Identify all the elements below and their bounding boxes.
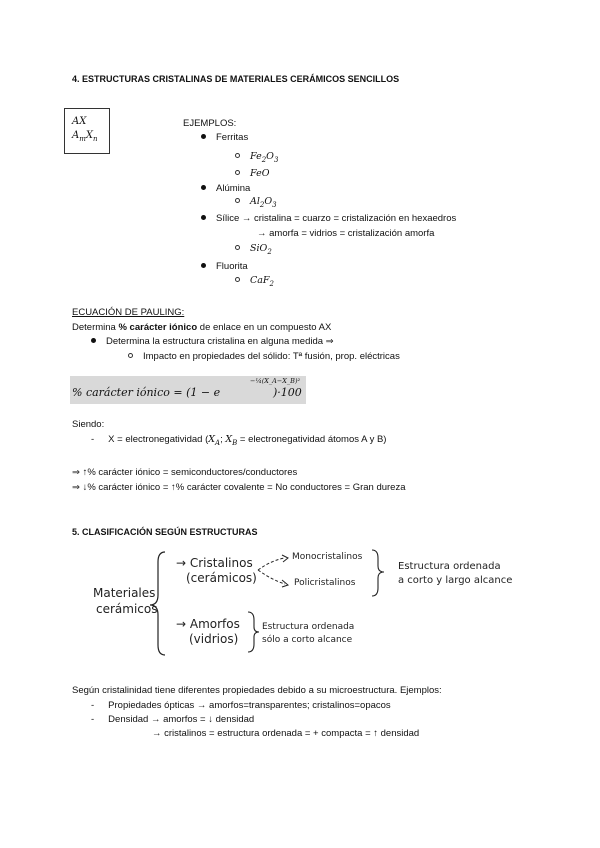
formula-ax: AX: [72, 116, 87, 127]
list-item-sio2: SiO$_2$: [235, 243, 272, 256]
ordenada-label-1: Estructura ordenada: [398, 561, 501, 572]
materiales-label-1: Materiales: [93, 586, 156, 600]
list-item-silice: Sílice → cristalina = cuarzo = cristalización en hexaedros: [201, 213, 456, 224]
ordenada-label-2: a corto y largo alcance: [398, 575, 513, 586]
amorphous-brace-icon: [248, 612, 259, 652]
property-item-densidad: - Densidad → amorfos = ↓ densidad: [91, 714, 255, 725]
list-item-fe2o3: $Fe_2O_3$: [235, 151, 278, 164]
list-item-feo: FeO: [235, 168, 269, 179]
section-4-title: 4. ESTRUCTURAS CRISTALINAS DE MATERIALES CERÁMICOS SENCILLOS: [72, 74, 400, 84]
pauling-subbullet: Impacto en propiedades del sólido: Tª fusión, prop. eléctricas: [128, 351, 400, 362]
materiales-label-2: cerámicos: [96, 602, 158, 616]
monocristalinos-label: Monocristalinos: [292, 552, 363, 562]
examples-label: EJEMPLOS:: [183, 118, 237, 129]
amorfos-label: → Amorfos: [176, 617, 240, 631]
siendo-label: Siendo:: [72, 419, 105, 430]
property-item-opticas: - Propiedades ópticas → amorfos=transparentes; cristalinos=opacos: [91, 700, 391, 711]
section-5-title: 5. CLASIFICACIÓN SEGÚN ESTRUCTURAS: [72, 527, 258, 537]
property-item-densidad-cristalinos: → cristalinos = estructura ordenada = + compacta = ↑ densidad: [152, 728, 420, 739]
arrow-mono-icon: [258, 558, 285, 570]
implication-1: ⇒ ↑% carácter iónico = semiconductores/conductores: [72, 467, 298, 478]
silice-amorfa: → amorfa = vidrios = cristalización amorfa: [257, 228, 435, 239]
list-item-caf2: CaF$_2$: [235, 275, 274, 288]
list-item-alumina: Alúmina: [201, 183, 250, 194]
list-item-ferritas: Ferritas: [201, 132, 248, 143]
cristalinos-label: → Cristalinos: [176, 556, 253, 570]
cristalinidad-intro: Según cristalinidad tiene diferentes propiedades debido a su microestructura. Ejemplos:: [72, 685, 442, 696]
vidrios-label: (vidrios): [189, 632, 239, 646]
formula-amxn: $A_mX_n$: [72, 130, 98, 143]
formula-left: % carácter iónico = (1 − e: [72, 386, 221, 399]
amorfa-label-2: sólo a corto alcance: [262, 635, 353, 645]
ceramicos-label: (cerámicos): [186, 571, 257, 585]
formula-right: )·100: [273, 386, 302, 399]
definition-item: - X = electronegatividad ($X_A$; $X_B$ = electronegatividad átomos A y B): [91, 434, 387, 447]
pauling-bullet: Determina la estructura cristalina en alguna medida ⇒: [91, 336, 334, 347]
amorfa-label-1: Estructura ordenada: [262, 622, 355, 632]
implication-2: ⇒ ↓% carácter iónico = ↑% carácter covalente = No conductores = Gran dureza: [72, 482, 406, 493]
policristalinos-label: Policristalinos: [294, 578, 356, 588]
list-item-al2o3: $Al_2O_3$: [235, 196, 277, 209]
crystalline-brace-icon: [372, 550, 384, 596]
arrow-poli-icon: [258, 570, 285, 584]
formula-exponent: −¼(X_A−X_B)²: [250, 377, 301, 385]
pauling-heading: ECUACIÓN DE PAULING:: [72, 307, 185, 318]
pauling-intro: Determina % carácter iónico de enlace en un compuesto AX: [72, 322, 332, 333]
list-item-fluorita: Fluorita: [201, 261, 248, 272]
